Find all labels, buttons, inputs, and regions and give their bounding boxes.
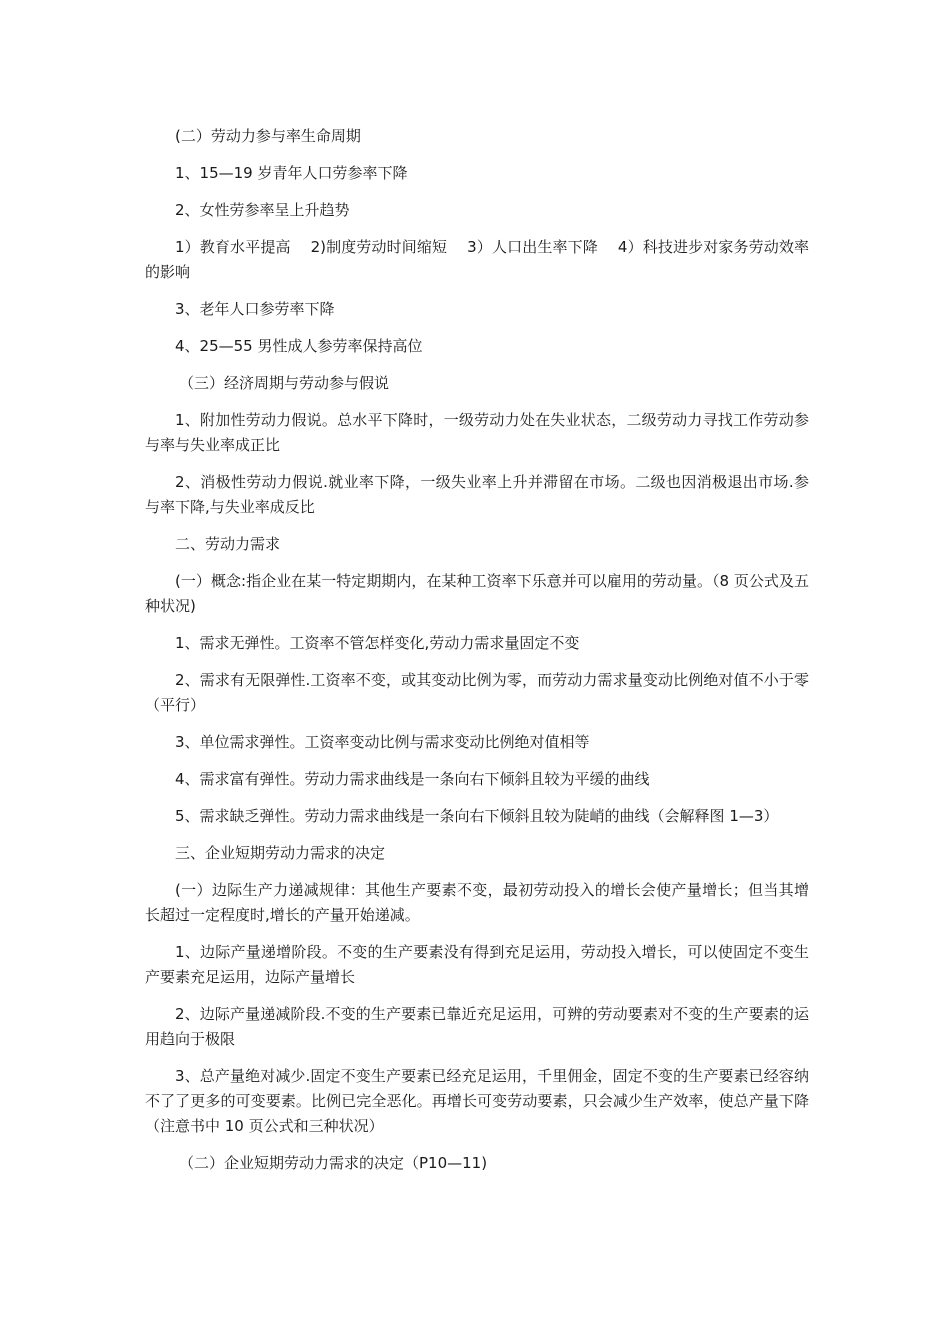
paragraph-item: 2、消极性劳动力假说.就业率下降，一级失业率上升并滞留在市场。二级也因消极退出市场.参与率下降,与失业率成反比 xyxy=(145,473,809,516)
paragraph-item: 1、边际产量递增阶段。不变的生产要素没有得到充足运用，劳动投入增长，可以使固定不变生产要素充足运用，边际产量增长 xyxy=(145,943,809,986)
paragraph-item: 1、附加性劳动力假说。总水平下降时，一级劳动力处在失业状态，二级劳动力寻找工作劳动参与率与失业率成正比 xyxy=(145,411,809,454)
paragraph-item: 3、单位需求弹性。工资率变动比例与需求变动比例绝对值相等 xyxy=(175,733,590,751)
paragraph-item: 2、边际产量递减阶段.不变的生产要素已靠近充足运用，可辨的劳动要素对不变的生产要素的运用趋向于极限 xyxy=(145,1005,809,1048)
paragraph-heading-labor-demand: 二、劳动力需求 xyxy=(175,535,281,553)
paragraph-item: 2、需求有无限弹性.工资率不变，或其变动比例为零，而劳动力需求量变动比例绝对值不小于零（平行） xyxy=(145,671,809,714)
paragraph-item: 4、需求富有弹性。劳动力需求曲线是一条向右下倾斜且较为平缓的曲线 xyxy=(175,770,650,788)
paragraph-item: 1、需求无弹性。工资率不管怎样变化,劳动力需求量固定不变 xyxy=(175,634,580,652)
document-body xyxy=(145,124,809,1188)
paragraph-item: 3、老年人口参劳率下降 xyxy=(175,300,335,318)
paragraph-item: (一）边际生产力递减规律：其他生产要素不变，最初劳动投入的增长会使产量增长；但当其增长超过一定程度时,增长的产量开始递减。 xyxy=(145,881,809,924)
paragraph-item: 5、需求缺乏弹性。劳动力需求曲线是一条向右下倾斜且较为陡峭的曲线（会解释图 1—3） xyxy=(175,807,779,825)
paragraph-heading-short-term-determination: （二）企业短期劳动力需求的决定（P10—11) xyxy=(179,1154,488,1172)
paragraph-heading-short-term-demand: 三、企业短期劳动力需求的决定 xyxy=(175,844,386,862)
paragraph-heading-lifecycle: (二）劳动力参与率生命周期 xyxy=(175,127,361,145)
paragraph-item: 1）教育水平提高 2)制度劳动时间缩短 3）人口出生率下降 4）科技进步对家务劳动效率的影响 xyxy=(145,238,809,281)
paragraph-heading-economic-cycle: （三）经济周期与劳动参与假说 xyxy=(179,374,390,392)
paragraph-item: (一）概念:指企业在某一特定期期内，在某种工资率下乐意并可以雇用的劳动量。（8 页公式及五种状况) xyxy=(145,572,809,615)
paragraph-item: 3、总产量绝对减少.固定不变生产要素已经充足运用，千里佣金，固定不变的生产要素已经容纳不了了更多的可变要素。比例已完全恶化。再增长可变劳动要素，只会减少生产效率，使总产量下降（注意书中 10 页公式和三种状况） xyxy=(145,1067,809,1135)
paragraph-item: 4、25—55 男性成人参劳率保持高位 xyxy=(175,337,423,355)
paragraph-item: 2、女性劳参率呈上升趋势 xyxy=(175,201,350,219)
paragraph-item: 1、15—19 岁青年人口劳参率下降 xyxy=(175,164,408,182)
